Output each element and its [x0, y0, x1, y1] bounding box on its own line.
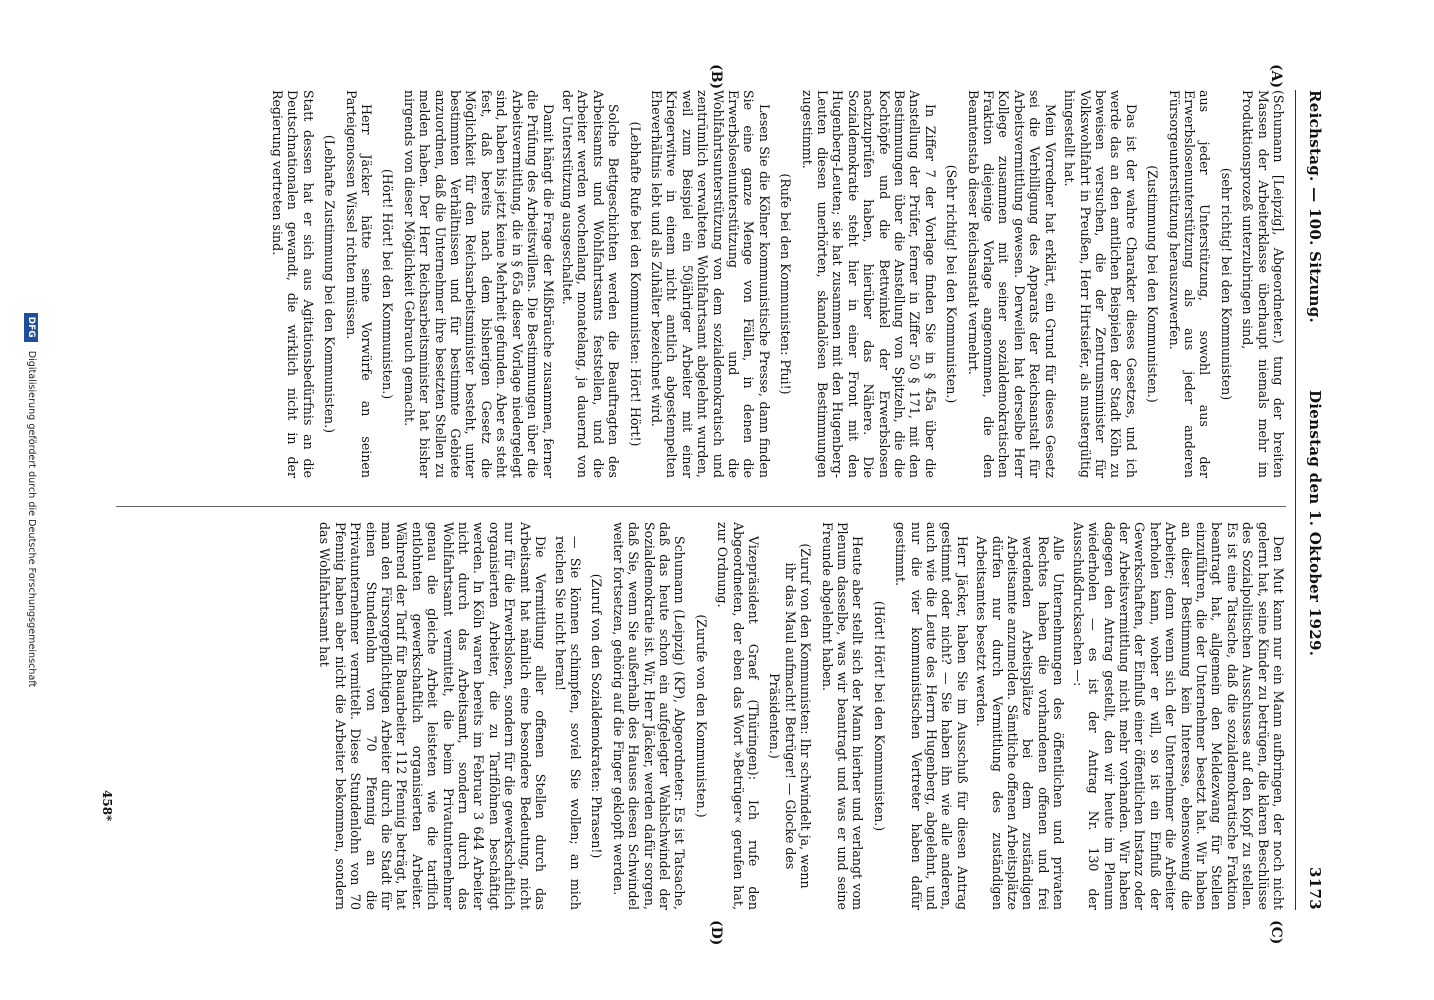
- paragraph: Statt dessen hat er sich aus Agitationsbedürfnis an die Deutschnationalen gewandt, die wirklich nicht in der Regierung vertreten sind.: [270, 90, 316, 478]
- paragraph: Herr Jäcker, haben Sie im Ausschuß für diesen Antrag gestimmt oder nicht? — Sie haben ihn wie alle anderen, auch wie die Leute des Herrn Hugenberg, abgelehnt, und nur die vier kommunistischen Vertreter haben dafür gestimmt.: [893, 522, 970, 910]
- margin-letter-a: (A): [1268, 64, 1284, 89]
- interjection: (Rufe bei den Kommunisten: Pfui!): [778, 173, 794, 395]
- left-column: [116, 90, 1286, 478]
- paragraph: In Ziffer 7 der Vorlage finden Sie in § 45a über die Anstellung der Prüfer, ferner in Ziffer 50 § 171, mit den Bestimmungen über die Anstellung von Spitzeln, die die Kochtöpfe und die Bettwinkel der Erwerbslosen nachzuprüfen haben, hierüber das Nähere. Die Sozialdemokratie steht hier in einer Front mit den Hugenberg-Leuten; sie hat zusammen mit den Hugenberg-Leuten diesen unerhörten, skandalösen Bestimmungen zugestimmt.: [799, 90, 938, 478]
- paragraph: Heute aber stellt sich der Mann hierher und verlangt vom Plenum dasselbe, was wir beantragt und was er und seine Freunde abgelehnt haben.: [819, 522, 866, 910]
- dfg-logo: DFG: [24, 313, 38, 342]
- funding-text: Digitalisierung gefördert durch die Deutsche Forschungsgemeinschaft: [26, 350, 37, 688]
- interjection: (Zuruf von den Sozialdemokraten: Phrasen!): [589, 573, 605, 859]
- page-header: [1298, 90, 1324, 910]
- paragraph: Alle Unternehmungen des öffentlichen und privaten Rechtes haben die vorhandenen offenen und frei werdenden Arbeitsplätze bei dem zuständigen Arbeitsamte anzumelden. Sämtliche offenen Arbeitsplätze dürfen nur durch Vermittlung des zuständigen Arbeitsamtes besetzt werden.: [974, 536, 1067, 910]
- paragraph: — Sie können schimpfen, soviel Sie wollen; an mich reichen Sie nicht heran!: [552, 536, 583, 910]
- interjection: (Zuruf von den Kommunisten: Ihr schwindelt ja, wenn ihr das Maul aufmacht! Betrüger! — Glocke des Präsidenten.): [767, 543, 814, 889]
- paragraph: Die Vermittlung aller offenen Stellen durch das Arbeitsamt hat nämlich eine besondere Bedeutung, nicht nur für die Erwerbslosen, sondern für die gewerkschaftlich organisierten Arbeiter, die zu Tariflöhnen beschäftigt werden. In Köln waren bereits im Februar 3 644 Arbeiter nicht durch das Arbeitsamt, sondern durch das Wohlfahrtsamt vermittelt, die beim Privatunternehmer genau die gleiche Arbeit leisteten wie die tariflich entlohnten gewerkschaftlich organisierten Arbeiter. Während der Tarif für Bauarbeiter 112 Pfennig beträgt, hat man den Fürsorgepflichtigen Arbeiter durch die Stadt für einen Stundenlohn von 70 Pfennig an die Privatunternehmer vermittelt. Diese Stundenlohn von 70 Pfennig haben aber nicht die Arbeiter bekommen, sondern das Wohlfahrtsamt hat: [317, 522, 549, 910]
- column-divider: [116, 506, 1286, 507]
- interjection: (Zustimmung bei den Kommunisten.): [1145, 165, 1161, 403]
- paragraph: Lesen Sie die Kölner kommunistische Presse, dann finden Sie eine ganze Menge von Fällen, in denen die Erwerbslosenunterstützung und die Wohlfahrtsunterstützung von dem sozialdemokratisch und zentrümlich verwalteten Wohlfahrtsamt abgelehnt wurden, weil zum Beispiel ein 50jähriger Arbeiter mit einer Kriegerwitwe in einem nicht amtlich abgestempelten Eheverhältnis lebt und als Zuhälter bezeichnet wird.: [648, 90, 772, 478]
- interjection: (Lebhafte Rufe bei den Kommunisten: Hört! Hört!): [627, 121, 643, 447]
- paragraph: aus jeder Unterstützung, sowohl aus der Erwerbslosenunterstützung als aus jeder anderen Fürsorgeunterstützung herauszuwerfen.: [1166, 90, 1213, 478]
- header-date: Dienstag den 1. Oktober 1929.: [1306, 390, 1324, 657]
- interjection: (Hört! Hört! bei den Kommunisten.): [380, 168, 396, 400]
- interjection: (Sehr richtig! bei den Kommunisten.): [944, 164, 960, 404]
- paragraph: Herr Jäcker hätte seine Vorwürfe an seinen Parteigenossen Wissel richten müssen.: [343, 90, 375, 478]
- paragraph: Damit hängt die Frage der Mißbräuche zusammen, ferner die Prüfung des Arbeitswillens. Die Bestimmungen über die Arbeitsvermittlung, die in § 65a dieser Vorlage niedergelegt sind, haben bis jetzt keine Mehrheit gefunden. Aber es steht fest, daß bereits nach dem bisherigen Gesetz die Möglichkeit für den Reichsarbeitsminister besteht, unter bestimmten Verhältnissen und für bestimmte Gebiete anzuordnen, daß die Unternehmer ihre besetzten Stellen zu melden haben. Der Herr Reichsarbeitsminister hat bisher nirgends von dieser Möglichkeit Gebrauch gemacht.: [401, 90, 556, 478]
- paragraph: Mein Vorredner hat erklärt, ein Grund für dieses Gesetz sei die Verbilligung des Apparats der Reichsanstalt für Arbeitsvermittlung gewesen. Derweilen hat derselbe Herr Kollege zusammen mit seiner sozialdemokratischen Fraktion diejenige Vorlage angenommen, die den Beamtenstab dieser Reichsanstalt vermehrt.: [965, 90, 1058, 478]
- page-number: 3173: [1306, 867, 1324, 910]
- interjection: (Lebhafte Zustimmung bei den Kommunisten.): [322, 134, 338, 434]
- paragraph: Vizepräsident Graef (Thüringen): Ich rufe den Abgeordneten, der eben das Wort »Betrüger« gerufen hat, zur Ordnung.: [715, 522, 761, 910]
- document-page: [94, 64, 1324, 946]
- header-left: Reichstag. — 100. Sitzung.: [1306, 90, 1324, 324]
- right-column: [116, 522, 1286, 910]
- interjection: (sehr richtig! bei den Kommunisten): [1218, 167, 1234, 401]
- paragraph: (Schumann [Leipzig], Abgeordneter.) tung der breiten Massen der Arbeiterklasse überhaupt niemals mehr im Produktionsprozeß unterzubringen sind,: [1240, 90, 1286, 478]
- margin-letter-d: (D): [708, 920, 724, 946]
- margin-letter-c: (C): [1268, 920, 1284, 945]
- margin-letter-b: (B): [708, 64, 724, 90]
- interjection: (Hört! Hört! bei den Kommunisten.): [871, 600, 887, 832]
- paragraph: Solche Bettgeschichten werden die Beauftragten des Arbeitsamts und Wohlfahrtsamts feststellen, und die Arbeiter werden wochenlang, monatelang, ja dauernd von der Unterstützung ausgeschaltet.: [559, 90, 622, 478]
- paragraph: Das ist der wahre Charakter dieses Gesetzes, und ich werde das an den amtlichen Beispielen der Stadt Köln zu beweisen versuchen, die der Zentrumsminister für Volkswohlfahrt in Preußen, Herr Hirtsiefer, als mustergültig hingestellt hat.: [1062, 90, 1139, 478]
- paragraph: Den Mut kann nur ein Mann aufbringen, der noch nicht gelernt hat, seine Kinder zu betrügen, die klaren Beschlüsse des Sozialpolitischen Ausschusses auf den Kopf zu stellen. Es ist eine Tatsache, daß die sozialdemokratische Fraktion beantragt hat, allgemein den Meldezwang für Stellen einzuführen, die der Unternehmer besetzt hat. Wir haben an dieser Bestimmung kein Interesse, ebensowenig die Arbeiter; denn wenn sich der Unternehmer die Arbeiter herholen kann, woher er will, so ist ein Einfluß der Gewerkschaften, der Einfluß einer öffentlichen Instanz oder der Arbeitsvermittlung nicht mehr vorhanden. Wir haben dagegen den Antrag gestellt, den wir heute im Plenum wiederholen — es ist der Antrag Nr. 130 der Ausschußdrucksachen —:: [1070, 522, 1286, 910]
- funding-note: [11, 0, 51, 1000]
- header-rule: [1295, 90, 1296, 910]
- interjection: (Zurufe von den Kommunisten.): [693, 614, 709, 818]
- paragraph: Schumann (Leipzig) (KP), Abgeordneter: Es ist Tatsache, daß das heute schon ein aufgelegter Wahlschwindel der Sozialdemokratie ist. Wir, Herr Jäcker, werden dafür sorgen, daß Sie, wenn Sie außerhalb des Hauses diesen Schwindel weiter fortsetzen, gehörig auf die Finger geklopft werden.: [610, 522, 688, 910]
- signature-mark: 458*: [100, 790, 114, 822]
